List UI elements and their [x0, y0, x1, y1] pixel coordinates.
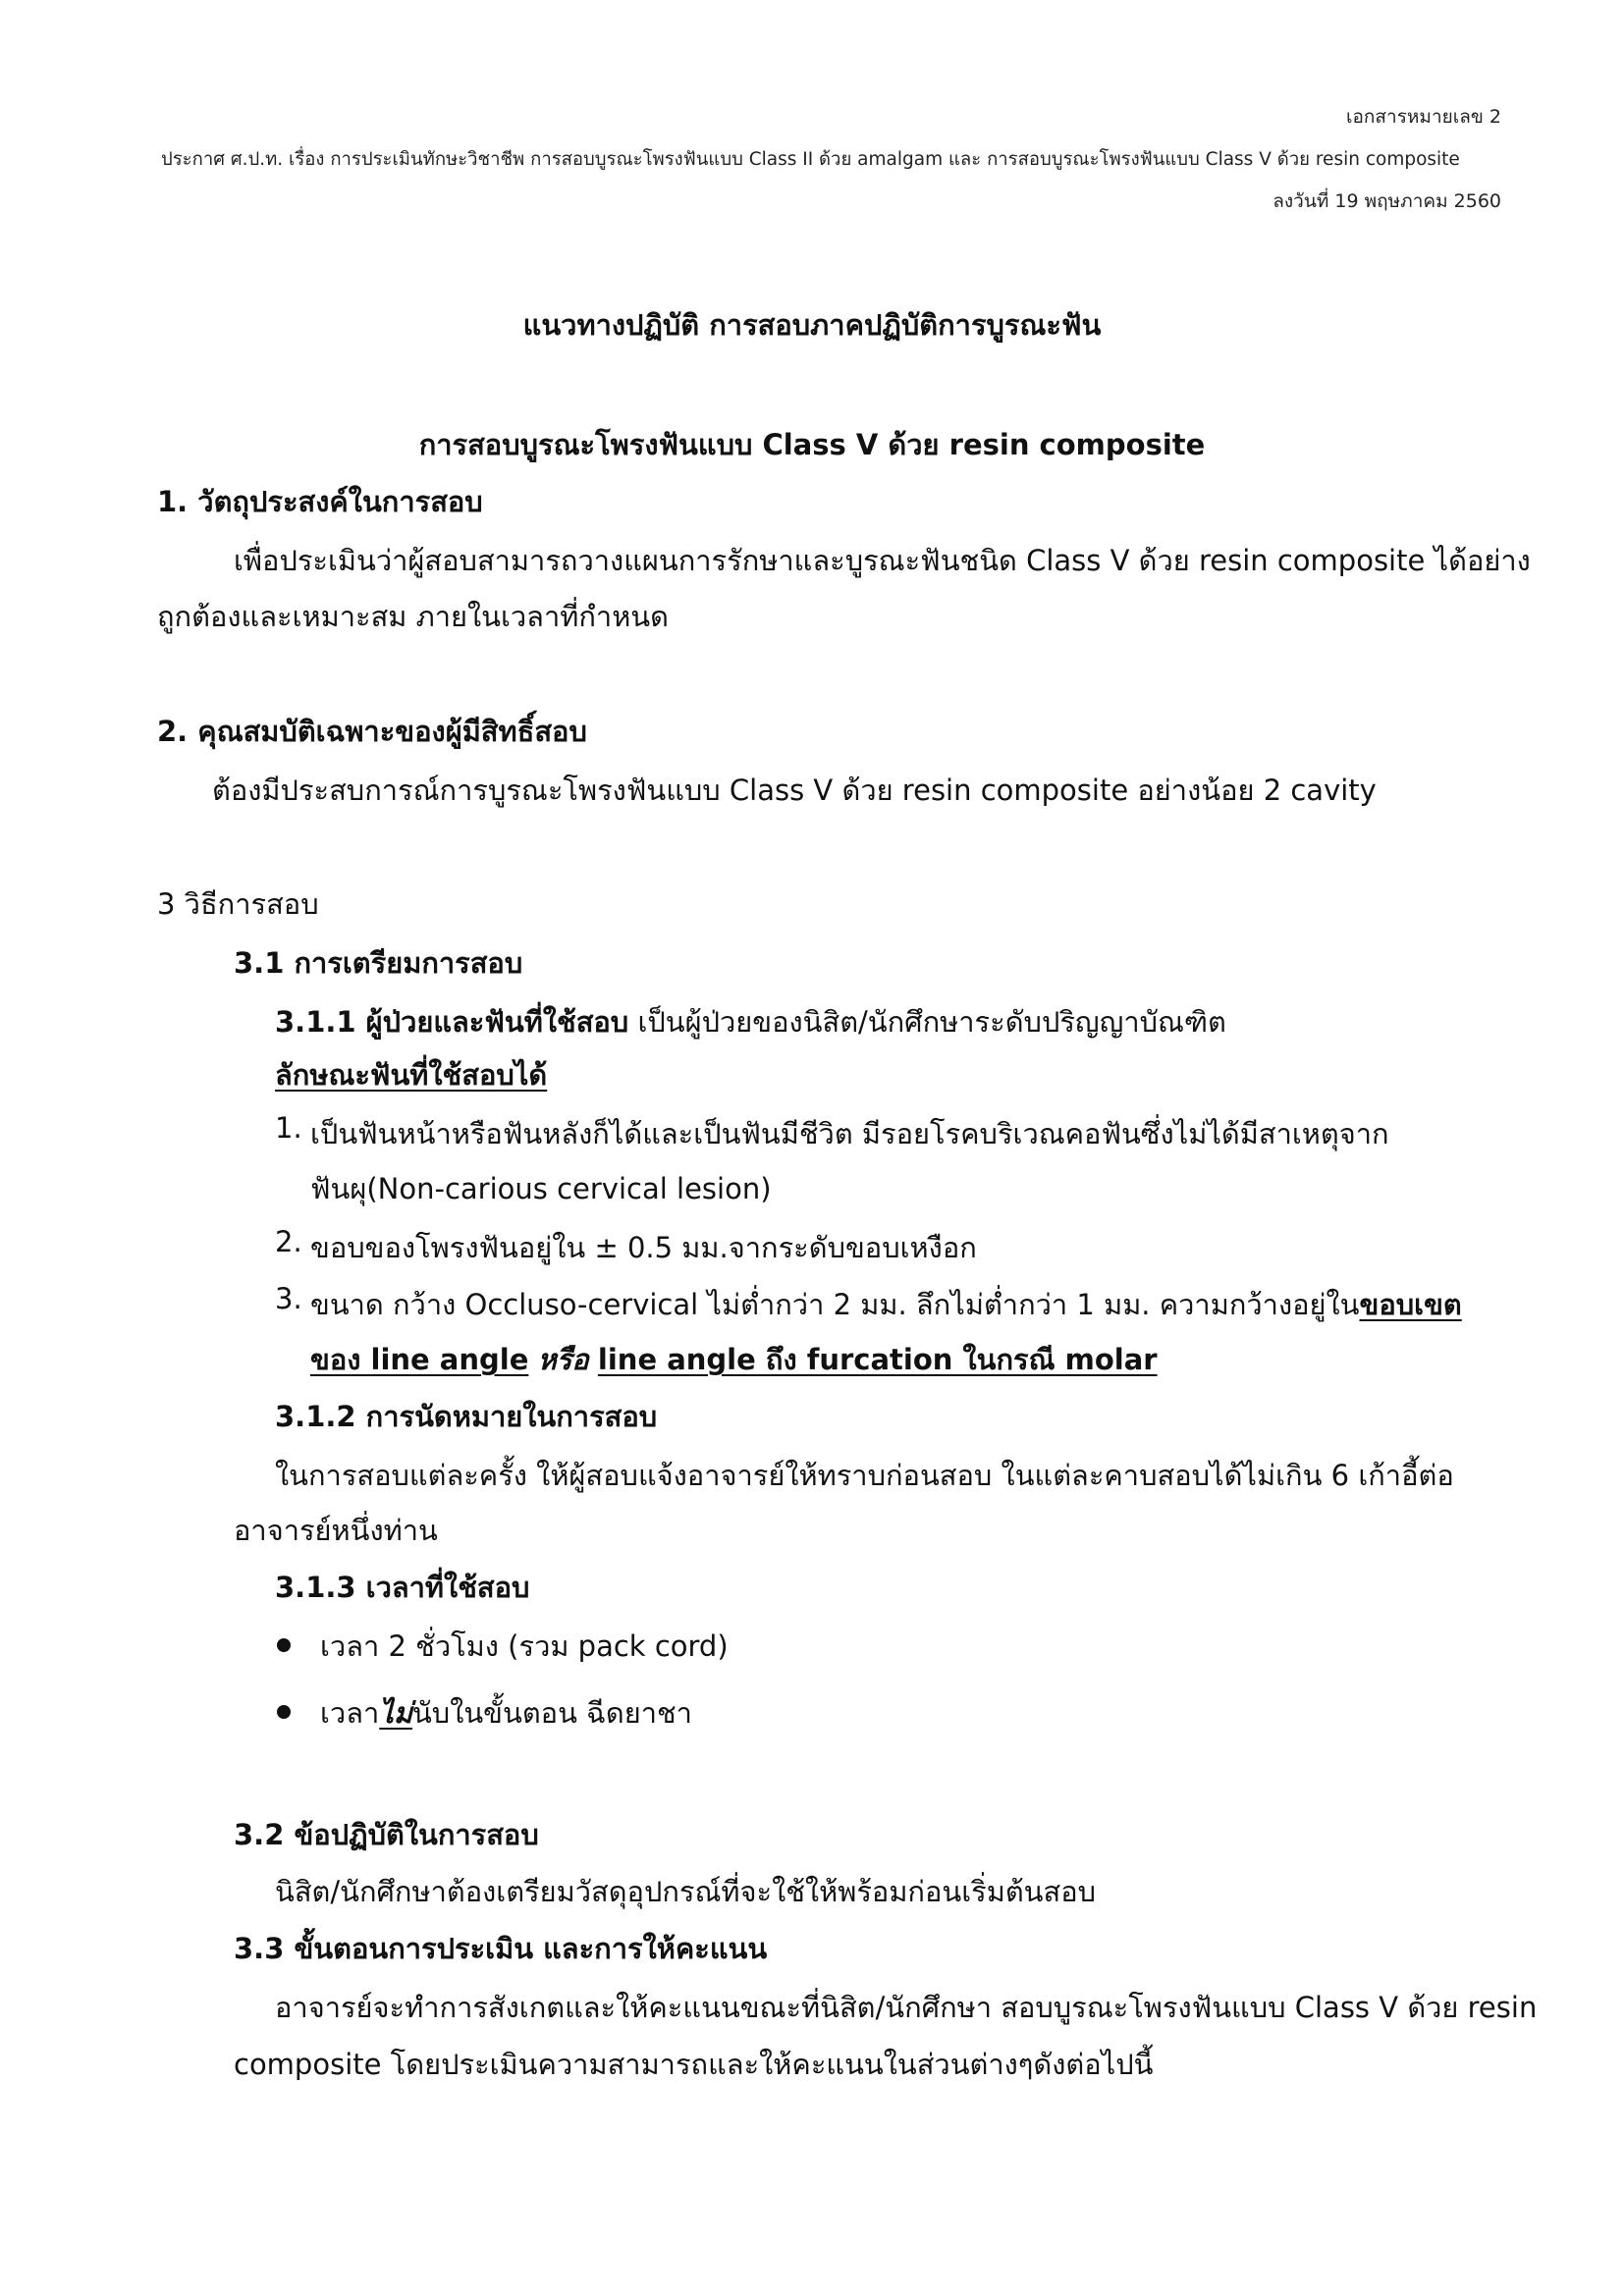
- section-3-1-1-text: เป็นผู้ป่วยของนิสิต/นักศึกษาระดับปริญญาบัณฑิต: [628, 1005, 1226, 1039]
- criteria-item-3-text: ขนาด กว้าง Occluso-cervical ไม่ต่ำกว่า 2 มม. ลึกไม่ต่ำกว่า 1 มม. ความกว้างอยู่ใน: [310, 1288, 1360, 1321]
- section-1-text-line2: ถูกต้องและเหมาะสม ภายในเวลาที่กำหนด: [157, 600, 669, 633]
- section-3-heading: 3 วิธีการสอบ: [157, 887, 319, 921]
- section-3-1-3-heading: 3.1.3 เวลาที่ใช้สอบ: [275, 1571, 530, 1604]
- criteria-item-3-line2: [310, 1337, 1158, 1382]
- document-number: เอกสารหมายเลข 2: [1346, 106, 1501, 128]
- section-3-1-1-label: 3.1.1 ผู้ป่วยและฟันที่ใช้สอบ: [275, 1005, 629, 1039]
- bullet-1-dot: [277, 1637, 291, 1656]
- page-subtitle: การสอบบูรณะโพรงฟันแบบ Class V ด้วย resin composite: [418, 428, 1206, 461]
- criteria-item-3-line1: [310, 1282, 1462, 1327]
- criteria-item-3-line-angle: ของ line angle: [310, 1343, 529, 1376]
- criteria-item-3-number: 3.: [275, 1282, 302, 1315]
- criteria-item-3-or: หรือ: [537, 1343, 589, 1376]
- section-3-1-heading: 3.1 การเตรียมการสอบ: [234, 946, 523, 980]
- criteria-item-3-furcation: line angle ถึง furcation ในกรณี molar: [597, 1343, 1158, 1376]
- criteria-item-2-text: ขอบของโพรงฟันอยู่ใน ± 0.5 มม.จากระดับขอบเหงือก: [310, 1231, 977, 1264]
- section-3-3-heading: 3.3 ขั้นตอนการประเมิน และการให้คะแนน: [234, 1932, 768, 1965]
- section-3-2-heading: 3.2 ข้อปฏิบัติในการสอบ: [234, 1818, 539, 1851]
- section-2-text: ต้องมีประสบการณ์การบูรณะโพรงฟันแบบ Class V ด้วย resin composite อย่างน้อย 2 cavity: [212, 774, 1377, 807]
- bullet-2-prefix: เวลา: [320, 1696, 380, 1730]
- page-title: แนวทางปฏิบัติ การสอบภาคปฏิบัติการบูรณะฟัน: [522, 308, 1102, 342]
- criteria-item-1-number: 1.: [275, 1111, 302, 1145]
- section-3-3-line1: อาจารย์จะทำการสังเกตและให้คะแนนขณะที่นิสิต/นักศึกษา สอบบูรณะโพรงฟันแบบ Class V ด้วย resin: [275, 1991, 1538, 2024]
- bullet-2-text: [320, 1690, 692, 1735]
- section-2-heading: 2. คุณสมบัติเฉพาะของผู้มีสิทธิ์สอบ: [157, 715, 587, 748]
- announcement-date: ลงวันที่ 19 พฤษภาคม 2560: [1272, 190, 1501, 212]
- bullet-2-dot: [277, 1704, 291, 1723]
- section-3-1-2-line2: อาจารย์หนึ่งท่าน: [234, 1514, 438, 1547]
- announcement-line: ประกาศ ศ.ป.ท. เรื่อง การประเมินทักษะวิชาชีพ การสอบบูรณะโพรงฟันแบบ Class II ด้วย amalgam และ การสอบบูรณะโพรงฟันแบบ Class V ด้วย resin composite: [161, 149, 1460, 170]
- section-3-3-line2: composite โดยประเมินความสามารถและให้คะแนนในส่วนต่างๆดังต่อไปนี้: [234, 2048, 1154, 2081]
- criteria-item-1-line2: ฟันผุ(Non-carious cervical lesion): [310, 1172, 772, 1205]
- eligible-teeth-heading: ลักษณะฟันที่ใช้สอบได้: [275, 1058, 548, 1092]
- section-3-1-1-line: [275, 999, 1226, 1044]
- criteria-item-3-bold-boundary: ขอบเขต: [1359, 1288, 1462, 1321]
- bullet-1-text: เวลา 2 ชั่วโมง (รวม pack cord): [320, 1629, 729, 1663]
- section-1-heading: 1. วัตถุประสงค์ในการสอบ: [157, 485, 483, 518]
- criteria-item-2-number: 2.: [275, 1225, 302, 1258]
- criteria-item-1-line1: เป็นฟันหน้าหรือฟันหลังก็ได้และเป็นฟันมีชีวิต มีรอยโรคบริเวณคอฟันซึ่งไม่ได้มีสาเหตุจาก: [310, 1117, 1389, 1150]
- section-3-1-2-line1: ในการสอบแต่ละครั้ง ให้ผู้สอบแจ้งอาจารย์ให้ทราบก่อนสอบ ในแต่ละคาบสอบได้ไม่เกิน 6 เก้าอี้ต่อ: [275, 1459, 1454, 1492]
- section-3-2-text: นิสิต/นักศึกษาต้องเตรียมวัสดุอุปกรณ์ที่จะใช้ให้พร้อมก่อนเริ่มต้นสอบ: [275, 1875, 1097, 1908]
- bullet-2-suffix: นับในขั้นตอน ฉีดยาชา: [411, 1696, 692, 1730]
- bullet-2-emphasis: ไม่: [379, 1696, 412, 1730]
- section-3-1-2-heading: 3.1.2 การนัดหมายในการสอบ: [275, 1400, 658, 1433]
- section-1-text-line1: เพื่อประเมินว่าผู้สอบสามารถวางแผนการรักษาและบูรณะฟันชนิด Class V ด้วย resin composite ได้อย่าง: [234, 544, 1531, 577]
